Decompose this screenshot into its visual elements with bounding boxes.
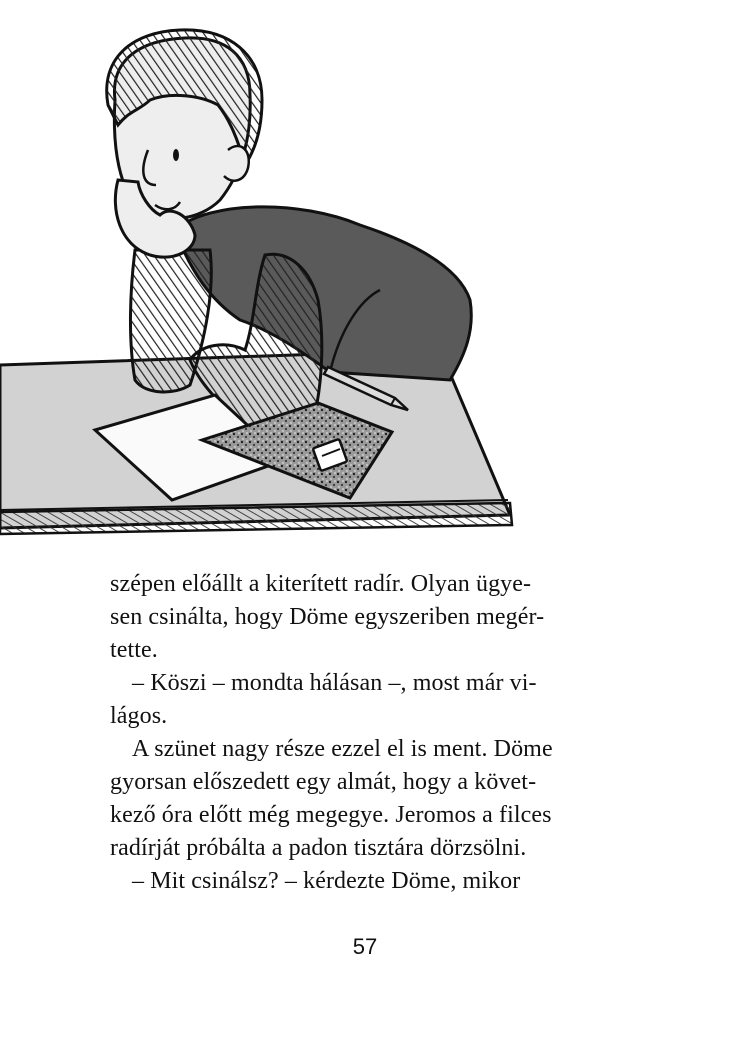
text-line: sen csinálta, hogy Döme egyszeriben megér- [110,604,545,630]
text-line: radírját próbálta a padon tisztára dörzsölni. [110,835,527,861]
text-line: lágos. [110,703,168,729]
text-line: kező óra előtt még megegye. Jeromos a filces [110,802,552,828]
text-line: – Köszi – mondta hálásan –, most már vi- [132,670,537,696]
story-text [110,568,630,898]
text-line: szépen előállt a kiterített radír. Olyan ügye- [110,571,532,597]
text-line: tette. [110,637,158,663]
text-line: gyorsan előszedett egy almát, hogy a követ- [110,769,537,795]
page-number: 57 [352,934,378,959]
text-line: – Mit csinálsz? – kérdezte Döme, mikor [132,868,521,894]
text-line: A szünet nagy része ezzel el is ment. Döme [132,736,553,762]
